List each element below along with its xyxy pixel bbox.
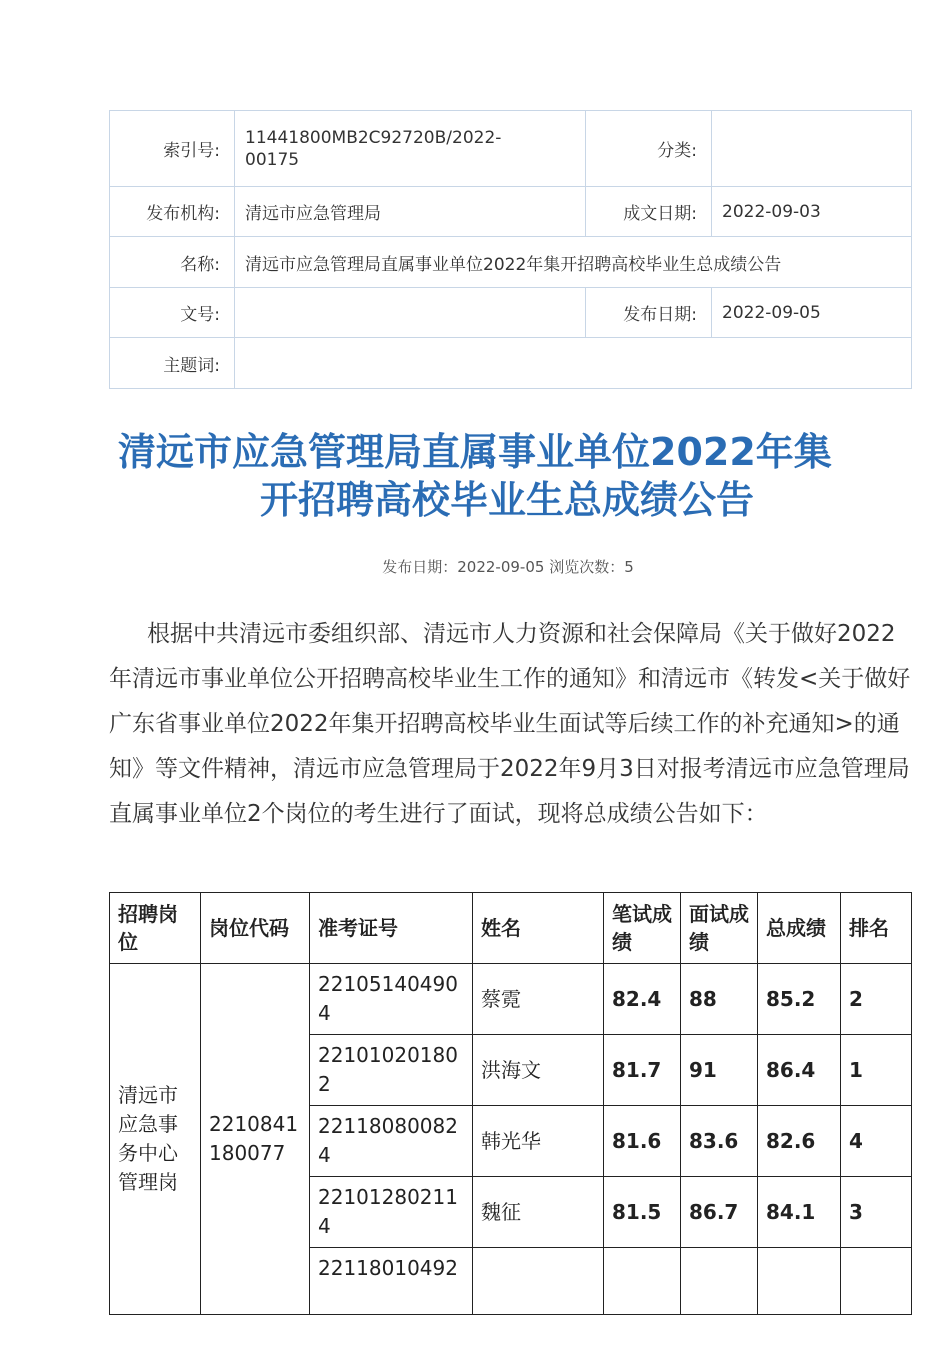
meta-row-name — [110, 237, 912, 288]
metadata-table — [109, 110, 912, 389]
org-label: 发布机构: — [110, 187, 235, 237]
written-cell: 81.5 — [604, 1177, 681, 1248]
doc-date-label: 成文日期: — [586, 187, 712, 237]
view-count: 浏览次数：5 — [549, 558, 634, 576]
meta-row-org — [110, 187, 912, 237]
interview-cell — [681, 1248, 758, 1315]
category-label: 分类: — [586, 111, 712, 187]
scores-header-row — [110, 893, 912, 964]
ticket-cell: 221010201802 — [310, 1035, 473, 1106]
position-cell: 清远市应急事务中心管理岗 — [110, 964, 201, 1315]
rank-cell: 4 — [841, 1106, 912, 1177]
header-written: 笔试成绩 — [604, 893, 681, 964]
name-value: 清远市应急管理局直属事业单位2022年集开招聘高校毕业生总成绩公告 — [235, 237, 912, 288]
header-ticket: 准考证号 — [310, 893, 473, 964]
index-label: 索引号: — [110, 111, 235, 187]
name-cell: 洪海文 — [473, 1035, 604, 1106]
meta-row-docno — [110, 288, 912, 338]
subject-value — [235, 338, 912, 389]
subject-label: 主题词: — [110, 338, 235, 389]
total-cell — [758, 1248, 841, 1315]
name-cell: 蔡霓 — [473, 964, 604, 1035]
publish-date: 发布日期：2022-09-05 — [382, 558, 545, 576]
written-cell: 82.4 — [604, 964, 681, 1035]
header-rank: 排名 — [841, 893, 912, 964]
ticket-cell: 221180800824 — [310, 1106, 473, 1177]
rank-cell: 2 — [841, 964, 912, 1035]
written-cell: 81.6 — [604, 1106, 681, 1177]
category-value — [712, 111, 912, 187]
page-title — [110, 428, 840, 524]
total-cell: 86.4 — [758, 1035, 841, 1106]
ticket-cell: 221012802114 — [310, 1177, 473, 1248]
interview-cell: 88 — [681, 964, 758, 1035]
meta-row-subject — [110, 338, 912, 389]
org-value: 清远市应急管理局 — [235, 187, 586, 237]
docno-label: 文号: — [110, 288, 235, 338]
total-cell: 84.1 — [758, 1177, 841, 1248]
position-code-cell: 2210841180077 — [201, 964, 310, 1315]
name-label: 名称: — [110, 237, 235, 288]
title-line-1: 清远市应急管理局直属事业单位2022年集 — [118, 430, 832, 474]
name-cell — [473, 1248, 604, 1315]
meta-row-index — [110, 111, 912, 187]
ticket-cell: 221051404904 — [310, 964, 473, 1035]
index-value — [235, 111, 586, 187]
table-row — [110, 964, 912, 1035]
rank-cell: 3 — [841, 1177, 912, 1248]
written-cell: 81.7 — [604, 1035, 681, 1106]
header-position-code: 岗位代码 — [201, 893, 310, 964]
rank-cell: 1 — [841, 1035, 912, 1106]
announcement-body: 根据中共清远市委组织部、清远市人力资源和社会保障局《关于做好2022年清远市事业单位公开招聘高校毕业生工作的通知》和清远市《转发<关于做好广东省事业单位2022年集开招聘高校毕业生面试等后续工作的补充通知>的通知》等文件精神，清远市应急管理局于2022年9月3日对报考清远市应急管理局直属事业单位2个岗位的考生进行了面试，现将总成绩公告如下： — [109, 621, 911, 827]
index-value-line1: 11441800MB2C92720B/2022- — [245, 127, 502, 148]
ticket-cell: 22118010492 — [310, 1248, 473, 1315]
written-cell — [604, 1248, 681, 1315]
header-position: 招聘岗位 — [110, 893, 201, 964]
total-cell: 82.6 — [758, 1106, 841, 1177]
index-value-line2: 00175 — [245, 149, 300, 170]
scores-table — [109, 892, 912, 1315]
interview-cell: 83.6 — [681, 1106, 758, 1177]
title-line-2: 开招聘高校毕业生总成绩公告 — [260, 478, 755, 522]
docno-value — [235, 288, 586, 338]
name-cell: 魏征 — [473, 1177, 604, 1248]
total-cell: 85.2 — [758, 964, 841, 1035]
header-interview: 面试成绩 — [681, 893, 758, 964]
doc-date-value: 2022-09-03 — [712, 187, 912, 237]
pub-date-value: 2022-09-05 — [712, 288, 912, 338]
interview-cell: 86.7 — [681, 1177, 758, 1248]
header-total: 总成绩 — [758, 893, 841, 964]
pub-date-label: 发布日期: — [586, 288, 712, 338]
header-name: 姓名 — [473, 893, 604, 964]
name-cell: 韩光华 — [473, 1106, 604, 1177]
rank-cell — [841, 1248, 912, 1315]
publish-info — [0, 556, 950, 577]
interview-cell: 91 — [681, 1035, 758, 1106]
